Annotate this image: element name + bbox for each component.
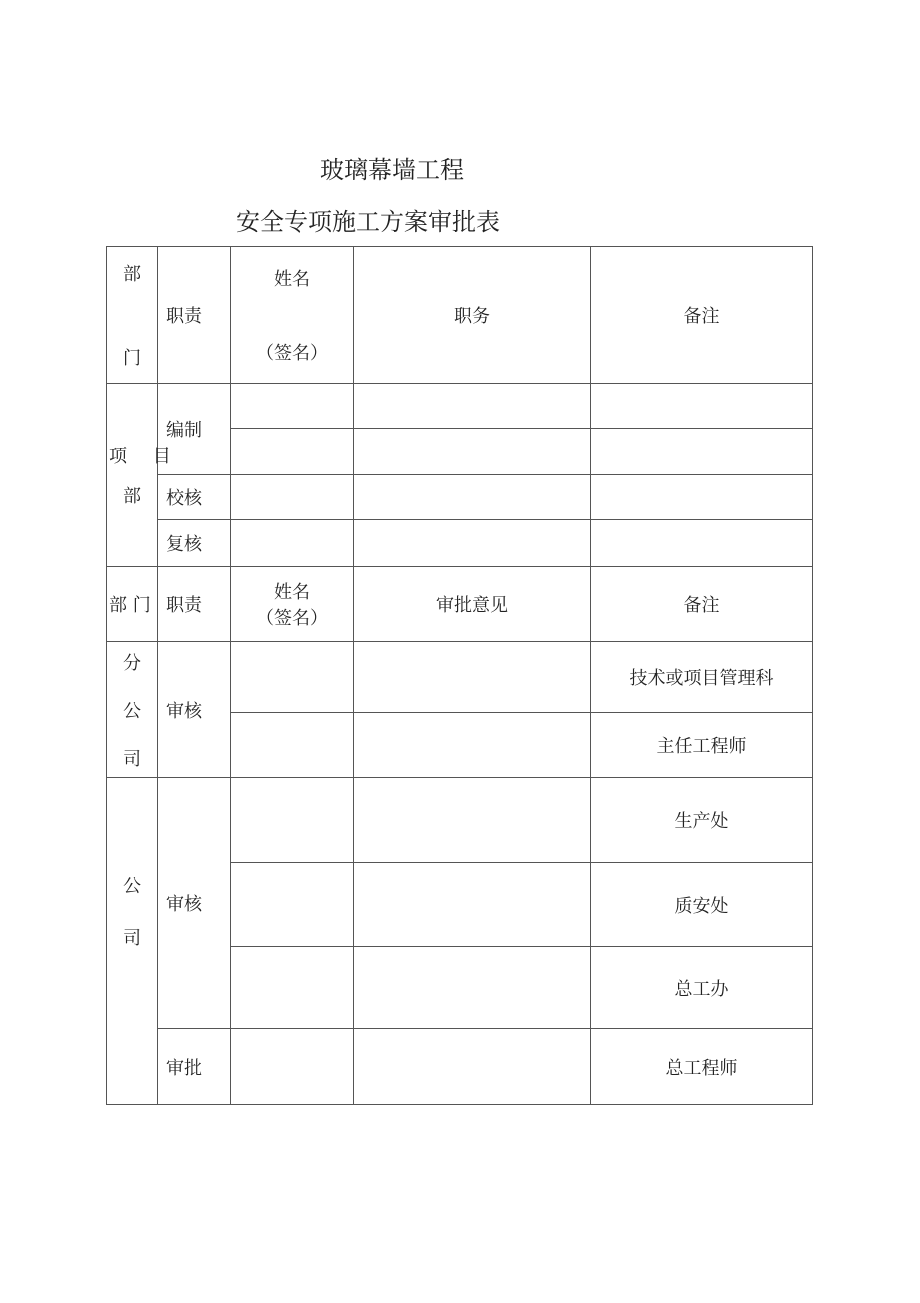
company-dept-char: 公 [123,876,141,897]
company-row-4 [107,1029,813,1105]
branch-dept-cell [107,642,158,778]
branch-row-1 [107,642,813,713]
compile-position-cell-1[interactable] [354,384,591,429]
header-duty: 职责 [158,247,231,384]
recheck-name-cell[interactable] [231,520,354,567]
branch-opinion-cell-2[interactable] [354,713,591,778]
compile-name-cell-1[interactable] [231,384,354,429]
header2-opinion: 审批意见 [354,567,591,642]
project-dept-cell [107,384,181,567]
project-dept-line1: 项 目 [109,446,181,467]
header2-name: 姓名 [274,582,310,603]
company-remarks-4: 总工程师 [591,1029,813,1105]
branch-name-cell-2[interactable] [231,713,354,778]
branch-remarks-1: 技术或项目管理科 [591,642,813,713]
compile-position-cell-2[interactable] [354,429,591,475]
header2-name-cell [231,567,354,642]
document-title-line1: 玻璃幕墙工程 [320,156,464,184]
header-row-2 [107,567,813,642]
header-dept-char: 门 [123,348,141,369]
header2-remarks: 备注 [591,567,813,642]
company-remarks-3: 总工办 [591,947,813,1029]
company-opinion-cell-4[interactable] [354,1029,591,1105]
header2-duty: 职责 [158,567,231,642]
project-row-1 [107,384,813,429]
header-dept-char: 部 [123,264,141,285]
project-row-3 [107,475,813,520]
company-opinion-cell-3[interactable] [354,947,591,1029]
header2-dept: 部 门 [107,567,158,642]
project-row-4 [107,520,813,567]
company-dept-char: 司 [123,928,141,949]
role-compile: 编制 [158,384,231,475]
company-opinion-cell-1[interactable] [354,778,591,863]
company-name-cell-2[interactable] [231,863,354,947]
role-check: 校核 [158,475,231,520]
company-name-cell-3[interactable] [231,947,354,1029]
branch-dept-char: 公 [123,700,141,722]
compile-remarks-cell-1[interactable] [591,384,813,429]
company-row-1 [107,778,813,863]
header-dept-cell [107,247,158,384]
compile-name-cell-2[interactable] [231,429,354,475]
company-dept-cell [107,778,158,1105]
recheck-remarks-cell[interactable] [591,520,813,567]
branch-opinion-cell-1[interactable] [354,642,591,713]
check-name-cell[interactable] [231,475,354,520]
header-remarks: 备注 [591,247,813,384]
branch-role-review: 审核 [158,642,231,778]
header-name-cell [231,247,354,384]
branch-dept-char: 司 [123,748,141,770]
approval-table [106,246,813,1105]
header-position: 职务 [354,247,591,384]
company-remarks-1: 生产处 [591,778,813,863]
header2-sign: （签名） [256,608,328,629]
check-position-cell[interactable] [354,475,591,520]
header-name: 姓名 [274,269,310,290]
compile-remarks-cell-2[interactable] [591,429,813,475]
company-opinion-cell-2[interactable] [354,863,591,947]
branch-name-cell-1[interactable] [231,642,354,713]
branch-remarks-2: 主任工程师 [591,713,813,778]
document-title-line2: 安全专项施工方案审批表 [236,208,500,236]
header-sign: （签名） [256,343,328,364]
role-recheck: 复核 [158,520,231,567]
branch-dept-char: 分 [123,652,141,674]
company-remarks-2: 质安处 [591,863,813,947]
company-role-approve: 审批 [158,1029,231,1105]
company-role-review: 审核 [158,778,231,1029]
header-row-1 [107,247,813,384]
company-name-cell-1[interactable] [231,778,354,863]
project-dept-line2: 部 [123,486,141,507]
check-remarks-cell[interactable] [591,475,813,520]
recheck-position-cell[interactable] [354,520,591,567]
company-name-cell-4[interactable] [231,1029,354,1105]
